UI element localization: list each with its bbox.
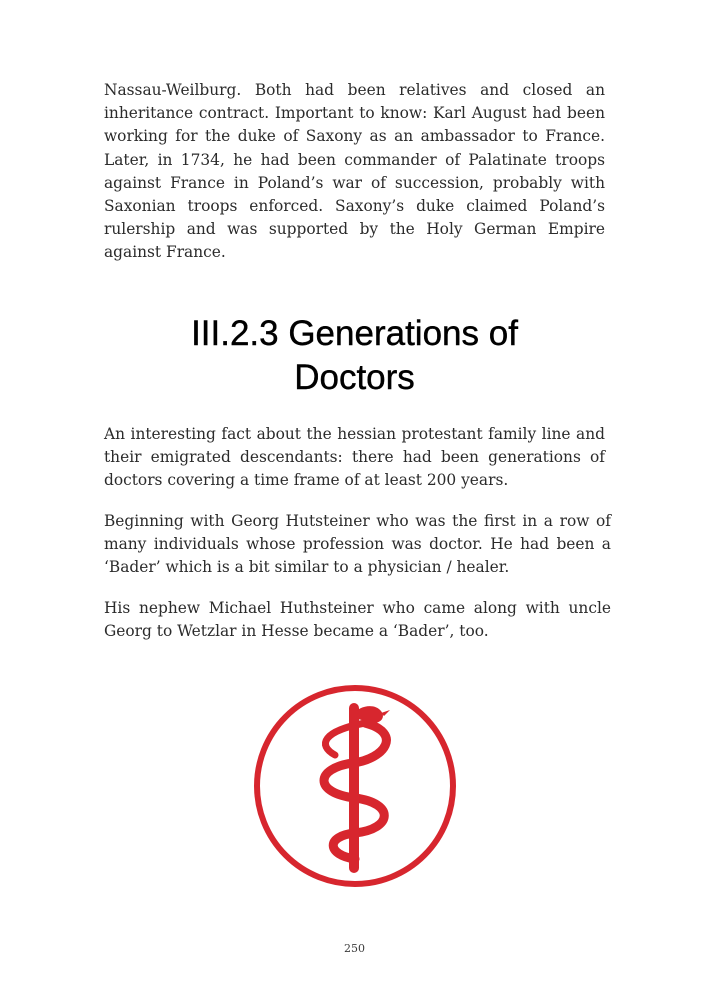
paragraph-nassau-weilburg: Nassau-Weilburg. Both had been relatives and closed an inheritance contract. Important to know: Karl August had been working for the duke of Saxony as an ambassador to France. Later, in 1734, he had been commander of Palatinate troops against France in Poland’s war of succession, probably with Saxonian troops enforced. Saxony’s duke claimed Poland’s rulership and was supported by the Holy German Empire against France. (104, 81, 605, 262)
paragraph-michael-huthsteiner: His nephew Michael Huthsteiner who came along with uncle Georg to Wetzlar in Hesse became a ‘Bader’, too. (104, 599, 611, 641)
paragraph-georg-hutsteiner: Beginning with Georg Hutsteiner who was the first in a row of many individuals whose profession was doctor. He had been a ‘Bader’ which is a bit similar to a physician / healer. (104, 512, 611, 577)
section-heading-line-2: Doctors (294, 358, 415, 397)
paragraph-interesting-fact: An interesting fact about the hessian protestant family line and their emigrated descendants: there had been generations of doctors covering a time frame of at least 200 years. (104, 425, 605, 490)
section-heading-line-1: III.2.3 Generations of (191, 314, 518, 353)
section-heading (104, 312, 605, 400)
rod-of-asclepius-icon (253, 683, 458, 890)
page-number: 250 (344, 942, 365, 955)
